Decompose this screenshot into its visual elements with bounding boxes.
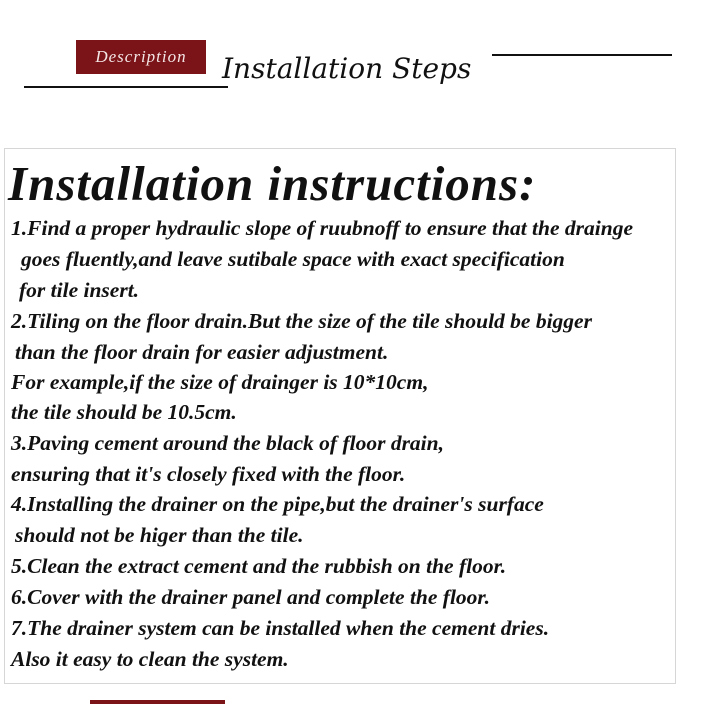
next-section-bar: [90, 700, 225, 704]
instruction-line: 4.Installing the drainer on the pipe,but the drainer's surface: [11, 492, 544, 516]
instructions-title: Installation instructions:: [8, 156, 537, 211]
instruction-line: the tile should be 10.5cm.: [11, 400, 237, 424]
instruction-line: ensuring that it's closely fixed with the floor.: [11, 462, 406, 486]
instruction-line: for tile insert.: [19, 278, 140, 302]
section-title: Installation Steps: [222, 52, 472, 85]
instruction-line: 7.The drainer system can be installed when the cement dries.: [11, 616, 550, 640]
instruction-line: should not be higer than the tile.: [15, 523, 304, 547]
instruction-line: 6.Cover with the drainer panel and complete the floor.: [11, 585, 490, 609]
header-rule-left: [24, 86, 228, 88]
instruction-line: Also it easy to clean the system.: [11, 647, 289, 671]
description-badge: Description: [76, 40, 206, 74]
instruction-line: 5.Clean the extract cement and the rubbish on the floor.: [11, 554, 507, 578]
instruction-line: For example,if the size of drainger is 10*10cm,: [11, 370, 429, 394]
header-rule-right: [492, 54, 672, 56]
instruction-line: than the floor drain for easier adjustment.: [15, 340, 389, 364]
instruction-line: goes fluently,and leave sutibale space with exact specification: [21, 247, 565, 271]
instruction-line: 3.Paving cement around the black of floor drain,: [11, 431, 444, 455]
instruction-line: 2.Tiling on the floor drain.But the size of the tile should be bigger: [11, 309, 592, 333]
instruction-line: 1.Find a proper hydraulic slope of ruubnoff to ensure that the drainge: [11, 216, 633, 240]
